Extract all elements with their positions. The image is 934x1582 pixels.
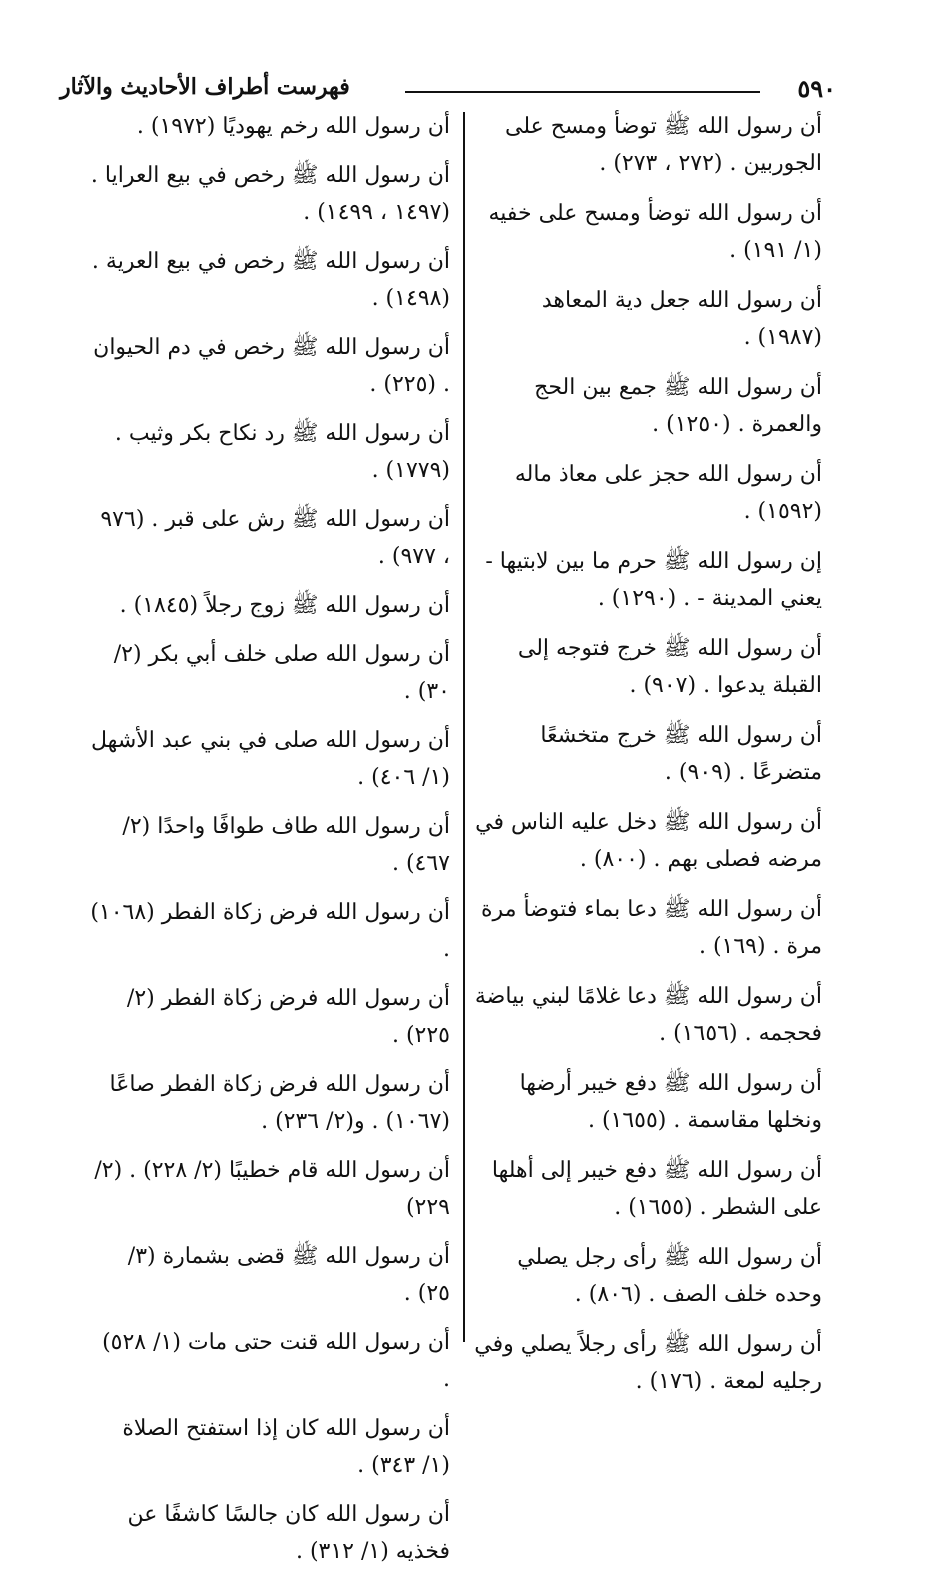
right-column [472,108,822,1413]
left-column [90,108,450,1582]
index-entry: أن رسول الله ﷺ رأى رجل يصلي وحده خلف الصف . (٨٠٦) . [517,1245,822,1307]
index-entry: أن رسول الله ﷺ توضأ ومسح على الجوربين . (٢٧٢ ، ٢٧٣) . [505,114,822,176]
index-entry: أن رسول الله ﷺ دفع خيبر إلى أهلها على الشطر . (١٦٥٥) . [491,1158,822,1220]
index-entry: أن رسول الله ﷺ جمع بين الحج والعمرة . (١٢٥٠) . [534,375,822,437]
index-entry: أن رسول الله ﷺ رخص في بيع العرية . (١٤٩٨) . [91,249,450,311]
index-entry: أن رسول الله ﷺ رش على قبر . (٩٧٦ ، ٩٧٧) . [100,507,450,569]
index-entry: أن رسول الله طاف طوافًا واحدًا (٢/ ٤٦٧) . [122,814,450,876]
index-entry: أن رسول الله توضأ ومسح على خفيه (١/ ١٩١) . [488,201,822,263]
index-entry: أن رسول الله فرض زكاة الفطر صاعًا (١٠٦٧) . و(٢/ ٢٣٦) . [109,1072,450,1134]
index-entry: أن رسول الله ﷺ رخص في دم الحيوان . (٢٢٥) . [93,335,450,397]
index-entry: أن رسول الله ﷺ خرج متخشعًا متضرعًا . (٩٠٩) . [540,723,822,785]
index-entry: أن رسول الله ﷺ دخل عليه الناس في مرضه فصلى بهم . (٨٠٠) . [475,810,822,872]
index-entry: أن رسول الله ﷺ دعا غلامًا لبني بياضة فحجمه . (١٦٥٦) . [474,984,822,1046]
index-entry: أن رسول الله رخم يهوديًا (١٩٧٢) . [136,114,450,139]
index-entry: أن رسول الله كان جالسًا كاشفًا عن فخذيه (١/ ٣١٢) . [127,1502,450,1564]
index-entry: أن رسول الله قنت حتى مات (١/ ٥٢٨) . [102,1330,450,1392]
header-rule [405,91,760,93]
index-entry: أن رسول الله صلى في بني عبد الأشهل (١/ ٤٠٦) . [91,728,450,790]
index-entry: أن رسول الله جعل دية المعاهد (١٩٨٧) . [541,288,822,350]
index-entry: أن رسول الله كان إذا استفتح الصلاة (١/ ٣٤٣) . [122,1416,450,1478]
column-divider [463,112,465,1342]
index-entry: أن رسول الله ﷺ رأى رجلاً يصلي وفي رجليه لمعة . (١٧٦) . [474,1332,822,1394]
index-entry: أن رسول الله ﷺ دعا بماء فتوضأ مرة مرة . (١٦٩) . [481,897,822,959]
page-number: ٥٩٠ [797,74,836,103]
running-title: فهرست أطراف الأحاديث والآثار [60,74,350,100]
index-entry: أن رسول الله ﷺ رخص في بيع العرايا . (١٤٩٧ ، ١٤٩٩) . [90,163,450,225]
index-entry: أن رسول الله صلى خلف أبي بكر (٢/ ٣٠) . [113,642,450,704]
index-entry: أن رسول الله ﷺ قضى بشمارة (٣/ ٢٥) . [127,1244,450,1306]
index-entry: أن رسول الله ﷺ دفع خيبر أرضها ونخلها مقاسمة . (١٦٥٥) . [519,1071,822,1133]
index-entry: أن رسول الله فرض زكاة الفطر (١٠٦٨) . [90,900,450,962]
index-entry: أن رسول الله ﷺ خرج فتوجه إلى القبلة يدعوا . (٩٠٧) . [517,636,822,698]
index-entry: أن رسول الله قام خطيبًا (٢/ ٢٢٨) . (٢/ ٢٢٩) [94,1158,450,1220]
index-entry: أن رسول الله فرض زكاة الفطر (٢/ ٢٢٥) . [126,986,450,1048]
index-entry: أن رسول الله حجز على معاذ ماله (١٥٩٢) . [514,462,822,524]
index-entry: إن رسول الله ﷺ حرم ما بين لابتيها - يعني المدينة - . (١٢٩٠) . [485,549,822,611]
index-entry: أن رسول الله ﷺ زوج رجلاً (١٨٤٥) . [119,593,450,618]
index-entry: أن رسول الله ﷺ رد نكاح بكر وثيب . (١٧٧٩) . [114,421,450,483]
